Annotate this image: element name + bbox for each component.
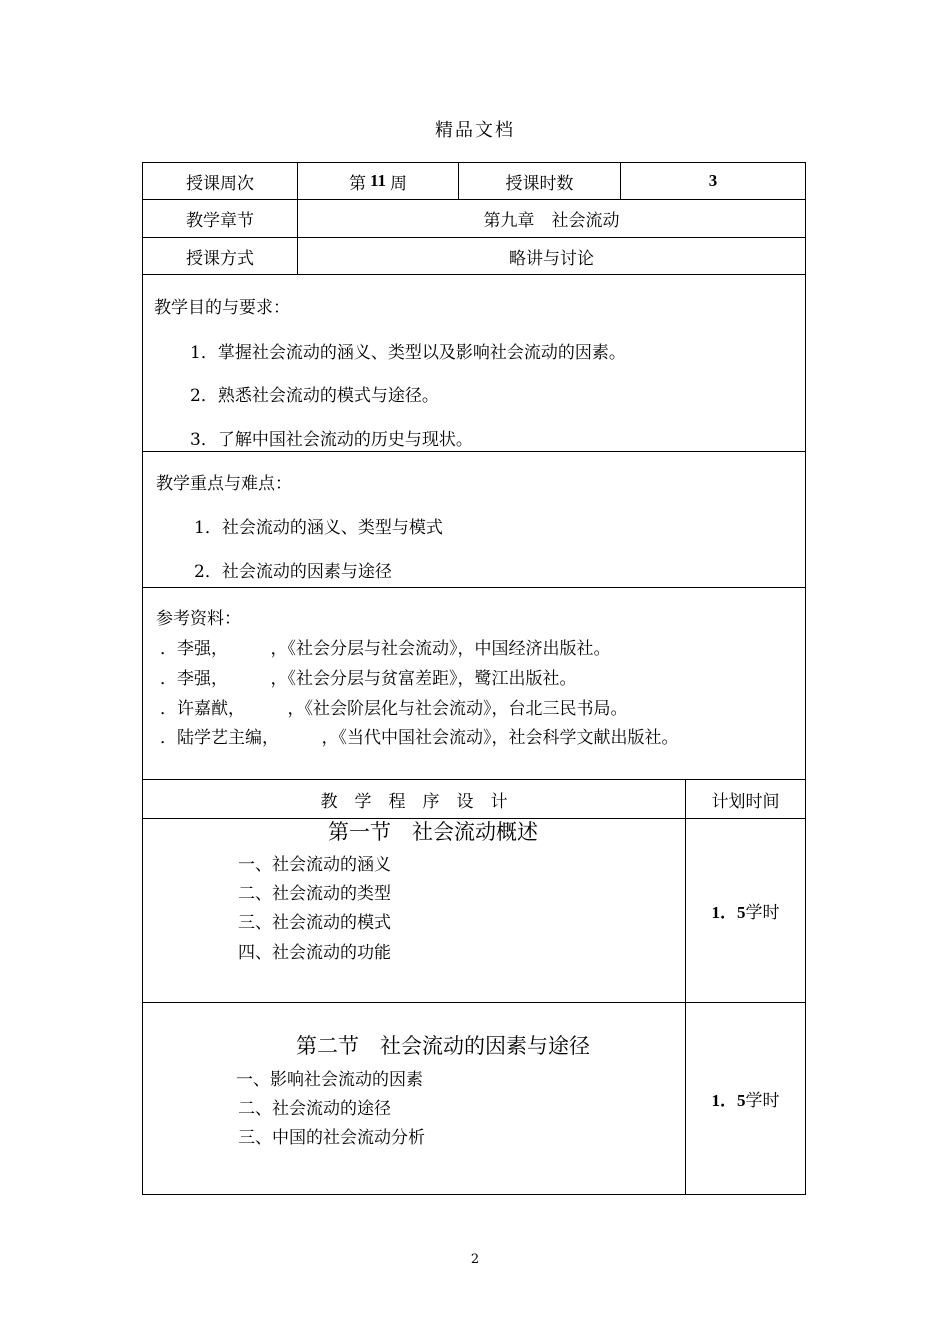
key-points-heading: 教学重点与难点： [156,474,292,494]
section-title: 第一节 社会流动概述 [328,820,538,844]
references-heading: 参考资料： [156,609,241,629]
hours-value: 3 [708,171,718,190]
section-item: 二、社会流动的类型 [238,884,391,904]
planned-time-header: 计划时间 [711,791,780,812]
week-prefix: 第 [348,173,366,194]
objectives-heading: 教学目的与要求： [154,298,290,318]
objective-item: 1．掌握社会流动的涵义、类型以及影响社会流动的因素。 [190,343,626,363]
section-item: 三、中国的社会流动分析 [238,1128,425,1148]
chapter-value: 第九章 社会流动 [483,211,620,231]
section-time [686,819,805,1002]
section-item: 二、社会流动的途径 [238,1099,391,1119]
chapter-label: 教学章节 [186,211,254,231]
program-design-header: 教 学 程 序 设 计 [320,791,508,812]
key-point-item: 2．社会流动的因素与途径 [194,562,392,582]
reference-item: ．李强， ，《社会分层与贫富差距》，鹭江出版社。 [160,669,577,689]
reference-item: ．李强， ，《社会分层与社会流动》，中国经济出版社。 [160,639,611,659]
objective-item: 2．熟悉社会流动的模式与途径。 [190,386,439,406]
time-number: 1．5 [711,1091,746,1110]
page-title: 精品文档 [435,120,515,141]
reference-item: ．许嘉猷， ，《社会阶层化与社会流动》，台北三民书局。 [160,699,628,719]
time-unit: 学时 [745,1091,780,1111]
section-time [686,1003,805,1194]
method-label: 授课方式 [186,248,254,269]
section-item: 四、社会流动的功能 [238,943,391,963]
reference-item: ．陆学艺主编， ，《当代中国社会流动》，社会科学文献出版社。 [160,728,679,748]
time-number: 1．5 [711,903,746,922]
section-title: 第二节 社会流动的因素与途径 [296,1034,590,1058]
hours-label: 授课时数 [505,173,574,194]
week-suffix: 周 [390,173,408,194]
method-value: 略讲与讨论 [509,248,594,269]
objective-item: 3．了解中国社会流动的历史与现状。 [190,430,473,450]
week-label: 授课周次 [186,173,254,194]
section-item: 一、社会流动的涵义 [238,855,391,875]
time-unit: 学时 [745,903,780,923]
week-value [298,163,458,199]
section-item: 三、社会流动的模式 [238,913,391,933]
week-number: 11 [369,171,387,190]
page-number: 2 [470,1252,480,1267]
key-point-item: 1．社会流动的涵义、类型与模式 [194,518,443,538]
section-item: 一、影响社会流动的因素 [236,1070,423,1090]
